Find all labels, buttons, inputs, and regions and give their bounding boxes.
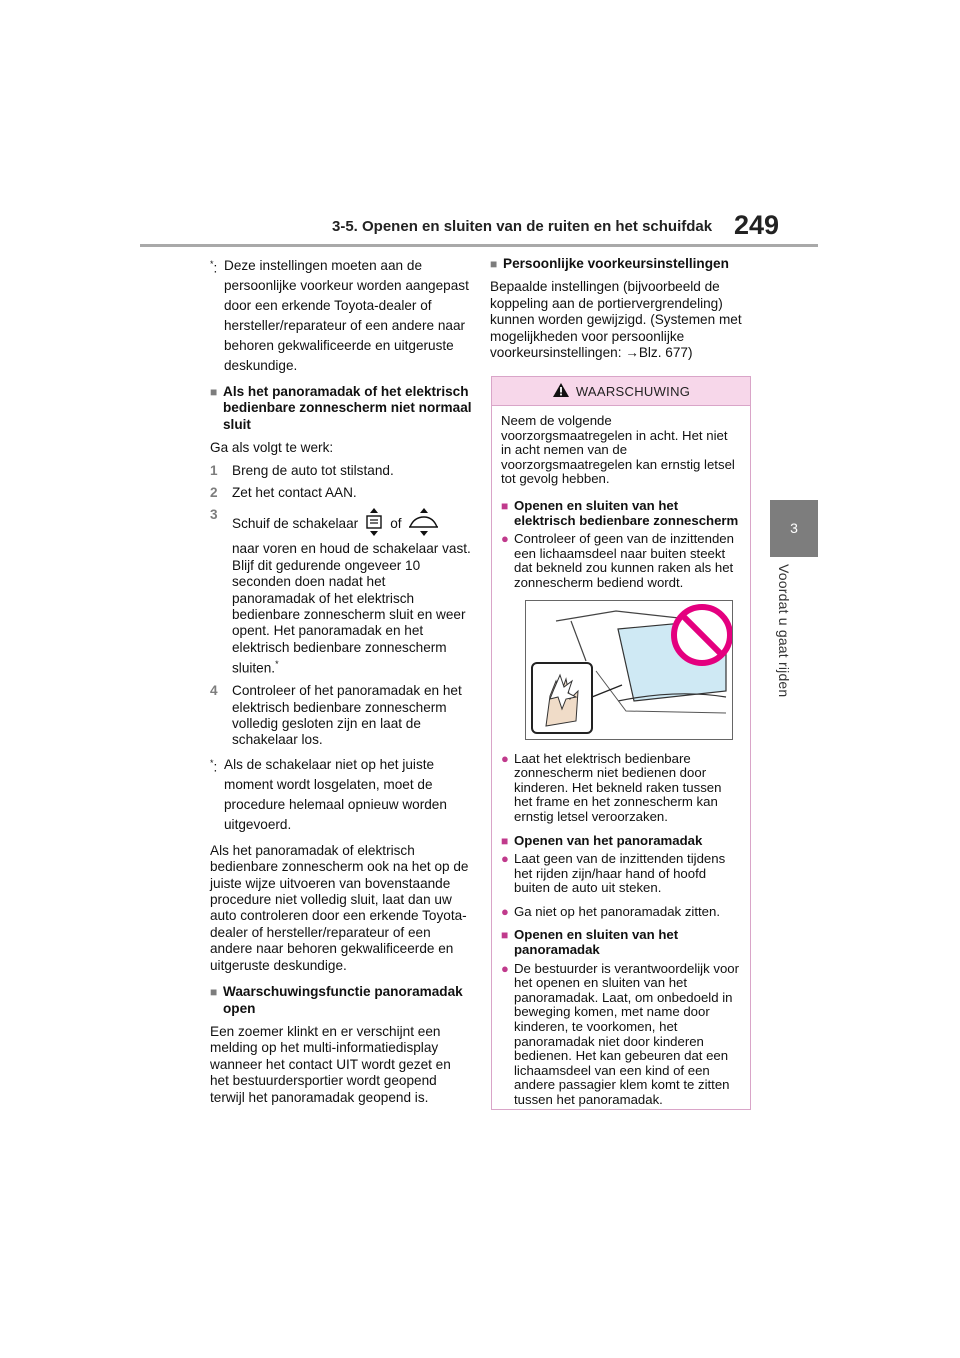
- chapter-label: Voordat u gaat rijden: [776, 564, 792, 698]
- square-bullet-icon: ■: [501, 498, 509, 513]
- square-bullet-icon: ■: [501, 928, 509, 943]
- footnote-text: Als de schakelaar niet op het juiste moment wordt losgelaten, moet de procedure helemaal opnieuw worden uitgevoerd.: [224, 756, 447, 832]
- sunshade-switch-icon: [362, 507, 386, 541]
- left-column: [210, 256, 472, 1112]
- body-paragraph: Als het panoramadak of elektrisch bedienbare zonnescherm ook na het op de juiste wijze uitvoeren van bovenstaande procedure niet volledig sluit, laat dan uw auto controleren door een erkende Toyota-dealer of hersteller/reparateur of een andere naar behoren gekwalificeerde en uitgeruste deskundige.: [210, 842, 469, 973]
- square-bullet-icon: ■: [210, 985, 218, 1000]
- warning-heading: ■ Openen en sluiten van het elektrisch bedienbare zonnescherm: [501, 497, 739, 528]
- bullet-dot-icon: ●: [501, 960, 509, 976]
- footnote-text: Deze instellingen moeten aan de persoonlijke voorkeur worden aangepast door een erkende Toyota-dealer of hersteller/reparateur of een andere naar behoren gekwalificeerde en uitgeruste deskundige.: [224, 258, 469, 373]
- bullet-dot-icon: ●: [501, 750, 509, 766]
- section-heading: ■ Waarschuwingsfunctie panoramadak open: [210, 984, 463, 1016]
- intro-text: Ga als volgt te werk:: [210, 440, 334, 456]
- body-paragraph: Een zoemer klinkt en er verschijnt een melding op het multi-informatiedisplay wanneer het contact UIT wordt gezet en het bestuurdersportier wordt geopend terwijl het panoramadak geopend is.: [210, 1023, 451, 1105]
- step-3: 3 Schuif de schakelaar of naar voren en houd de schakelaar vast. Blijf dit gedurende ongeveer 10 seconden doen nadat het panoramadak of het elektrisch bedienbare zonnescherm sluit en weer opent. Het panoramadak en het elektrisch bedienbare zonnescherm sluiten.*: [210, 507, 471, 676]
- step-4: 4 Controleer of het panoramadak en het elektrisch bedienbare zonnescherm volledig gesloten zijn en laat de schakelaar los.: [210, 683, 462, 748]
- warning-bullet: ● Ga niet op het panoramadak zitten.: [501, 903, 721, 919]
- section-heading: ■ Persoonlijke voorkeursinstellingen: [490, 256, 729, 271]
- warning-bullet: ● Laat het elektrisch bedienbare zonnescherm niet bedienen door kinderen. Het bekneld raken tussen het frame en het zonnescherm kan ernstig letsel veroorzaken.: [501, 750, 722, 824]
- warning-heading: ■ Openen en sluiten van het panoramadak: [501, 927, 679, 958]
- page-number: 249: [734, 210, 780, 240]
- bullet-dot-icon: ●: [501, 531, 509, 547]
- square-bullet-icon: ■: [490, 257, 498, 271]
- warning-bullet: ● Controleer of geen van de inzittenden een lichaamsdeel naar buiten steekt dat bekneld zou kunnen raken als het zonnescherm bediend wordt.: [501, 531, 734, 590]
- square-bullet-icon: ■: [210, 385, 218, 399]
- chapter-tab: 3: [770, 500, 818, 557]
- warning-title: WAARSCHUWING: [575, 383, 691, 399]
- section-heading: ■ Als het panoramadak of het elektrisch bedienbare zonnescherm niet normaal sluit: [210, 384, 472, 432]
- warning-triangle-icon: [552, 382, 570, 401]
- warning-intro: Neem de volgende voorzorgsmaatregelen in acht. Het niet in acht nemen van de voorzorgsmaatregelen kan ernstig letsel tot gevolg hebben.: [501, 413, 735, 487]
- warning-bullet: ● De bestuurder is verantwoordelijk voor het openen en sluiten van het panoramadak. Laat, om onbedoeld in beweging komen, met name door kinderen, te voorkomen, het panoramadak niet door kinderen bedienen. Het kan gebeuren dat een lichaamsdeel van een kind of een andere passagier klem komt te zitten tussen het panoramadak.: [501, 960, 740, 1107]
- right-column: [490, 256, 752, 367]
- body-paragraph: Bepaalde instellingen (bijvoorbeeld de koppeling aan de portiervergrendeling) kunnen worden gewijzigd. (Systemen met mogelijkheden voor persoonlijke voorkeursinstellingen: →Blz. 677): [490, 279, 742, 361]
- step-1: 1 Breng de auto tot stilstand.: [210, 462, 394, 478]
- footnote: *: Als de schakelaar niet op het juiste moment wordt losgelaten, moet de procedure helemaal opnieuw worden uitgevoerd.: [210, 755, 472, 835]
- header-title: 3-5. Openen en sluiten van de ruiten en het schuifdak: [332, 218, 713, 235]
- bullet-dot-icon: ●: [501, 903, 509, 919]
- warning-header: [492, 377, 750, 406]
- footnote: *: Deze instellingen moeten aan de persoonlijke voorkeur worden aangepast door een erkende Toyota-dealer of hersteller/reparateur of een andere naar behoren gekwalificeerde en uitgeruste deskundige.: [210, 256, 472, 376]
- warning-bullet: ● Laat geen van de inzittenden tijdens het rijden zijn/haar hand of hoofd buiten de auto uit steken.: [501, 851, 726, 896]
- sunshade-pinch-illustration: [525, 600, 733, 740]
- warning-body: [492, 406, 750, 1108]
- roof-switch-icon: [406, 507, 440, 541]
- step-2: 2 Zet het contact AAN.: [210, 485, 357, 501]
- square-bullet-icon: ■: [501, 833, 509, 848]
- warning-box: [491, 376, 751, 1110]
- bullet-dot-icon: ●: [501, 851, 509, 867]
- warning-heading: ■ Openen van het panoramadak: [501, 832, 703, 848]
- header-divider: [140, 244, 818, 247]
